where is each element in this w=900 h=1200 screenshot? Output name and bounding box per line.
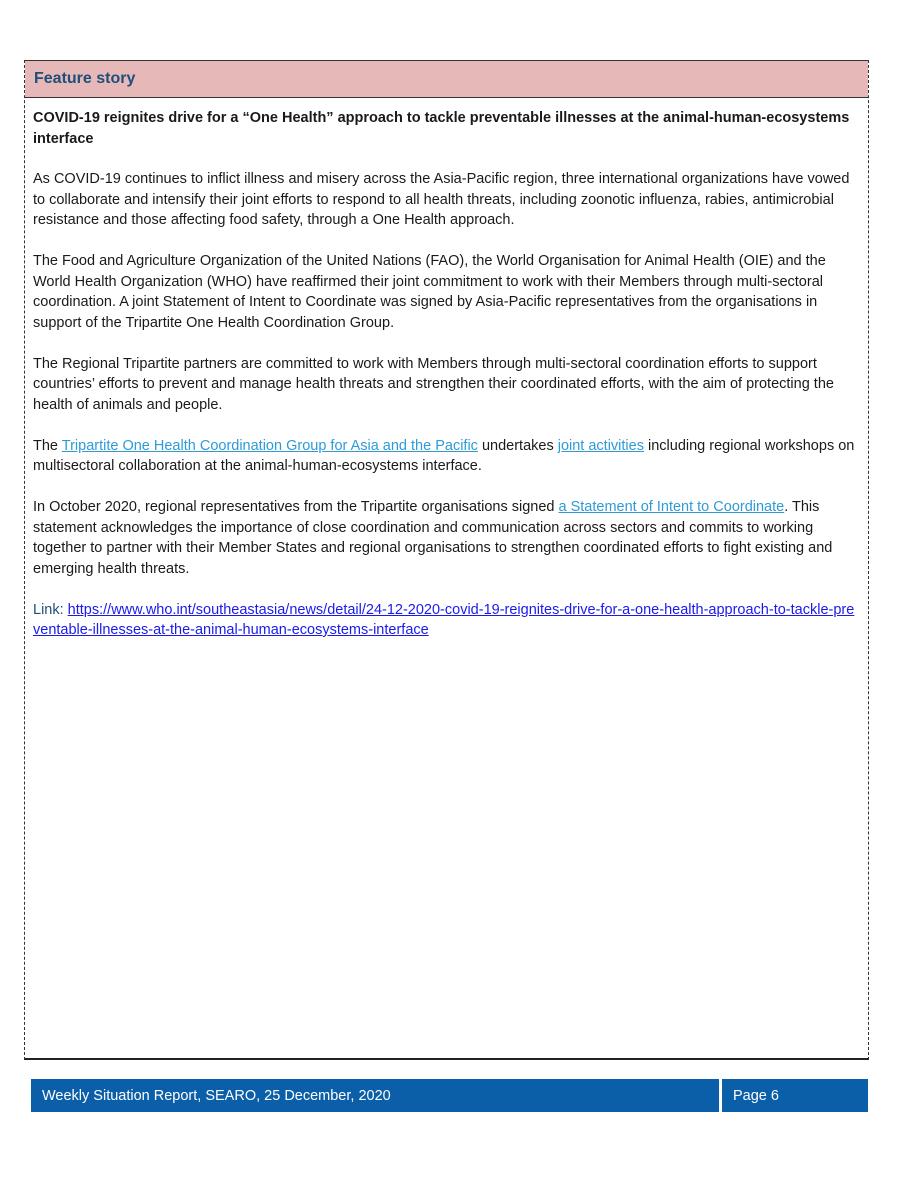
- tripartite-group-link[interactable]: Tripartite One Health Coordination Group for Asia and the Pacific: [61, 437, 478, 454]
- page-footer: [31, 1079, 868, 1112]
- page-number-text: Page 6: [733, 1087, 779, 1104]
- paragraph-text: including regional workshops on multisectoral collaboration at the animal-human-ecosystems interface.: [33, 437, 855, 474]
- story-title: COVID-19 reignites drive for a “One Health” approach to tackle preventable illnesses at the animal-human-ecosystems interface: [33, 110, 850, 147]
- source-link-paragraph: [33, 600, 856, 641]
- footer-page-number: [722, 1079, 868, 1112]
- paragraph-intro: As COVID-19 continues to inflict illness and misery across the Asia-Pacific region, three international organizations have vowed to collaborate and intensify their joint efforts to respond to all health threats, including zoonotic influenza, rabies, antimicrobial resistance and those affecting food safety, through a One Health approach.: [33, 171, 850, 228]
- section-label: Feature story: [34, 70, 136, 87]
- paragraph-coordination-group: [33, 436, 856, 477]
- paragraph-organizations: The Food and Agriculture Organization of the United Nations (FAO), the World Organisation for Animal Health (OIE) and the World Health Organization (WHO) have reaffirmed their joint commitment to work with their Members through multi-sectoral coordination. A joint Statement of Intent to Coordinate was signed by Asia-Pacific representatives from the organisations in support of the Tripartite One Health Coordination Group.: [33, 253, 826, 331]
- footer-report-title: [31, 1079, 719, 1112]
- feature-story-box: [24, 60, 869, 1060]
- joint-activities-link[interactable]: joint activities: [557, 437, 644, 454]
- story-body: [25, 98, 868, 641]
- source-link-label: Link:: [33, 601, 68, 618]
- paragraph-text: . This statement acknowledges the importance of close coordination and communication across sectors and commits to working together to partner with their Member States and regional organisations to strengthen coordinated efforts to fight existing and emerging health threats.: [33, 499, 833, 577]
- paragraph-commitment: The Regional Tripartite partners are committed to work with Members through multi-sectoral coordination efforts to support countries’ efforts to prevent and manage health threats and strengthen their coordinated efforts, with the aim of protecting the health of animals and people.: [33, 355, 834, 413]
- paragraph-statement: [33, 497, 856, 579]
- paragraph-text: The: [33, 437, 62, 454]
- statement-of-intent-link[interactable]: a Statement of Intent to Coordinate: [558, 499, 785, 515]
- paragraph-text: undertakes: [477, 437, 558, 454]
- report-title-text: Weekly Situation Report, SEARO, 25 December, 2020: [42, 1087, 391, 1104]
- paragraph-text: In October 2020, regional representatives from the Tripartite organisations signed: [33, 499, 559, 515]
- source-url-link[interactable]: https://www.who.int/southeastasia/news/detail/24-12-2020-covid-19-reignites-drive-for-a-one-health-approach-to-tackle-preventable-illnesses-at-the-animal-human-ecosystems-interface: [33, 601, 855, 638]
- feature-story-header: [25, 61, 868, 98]
